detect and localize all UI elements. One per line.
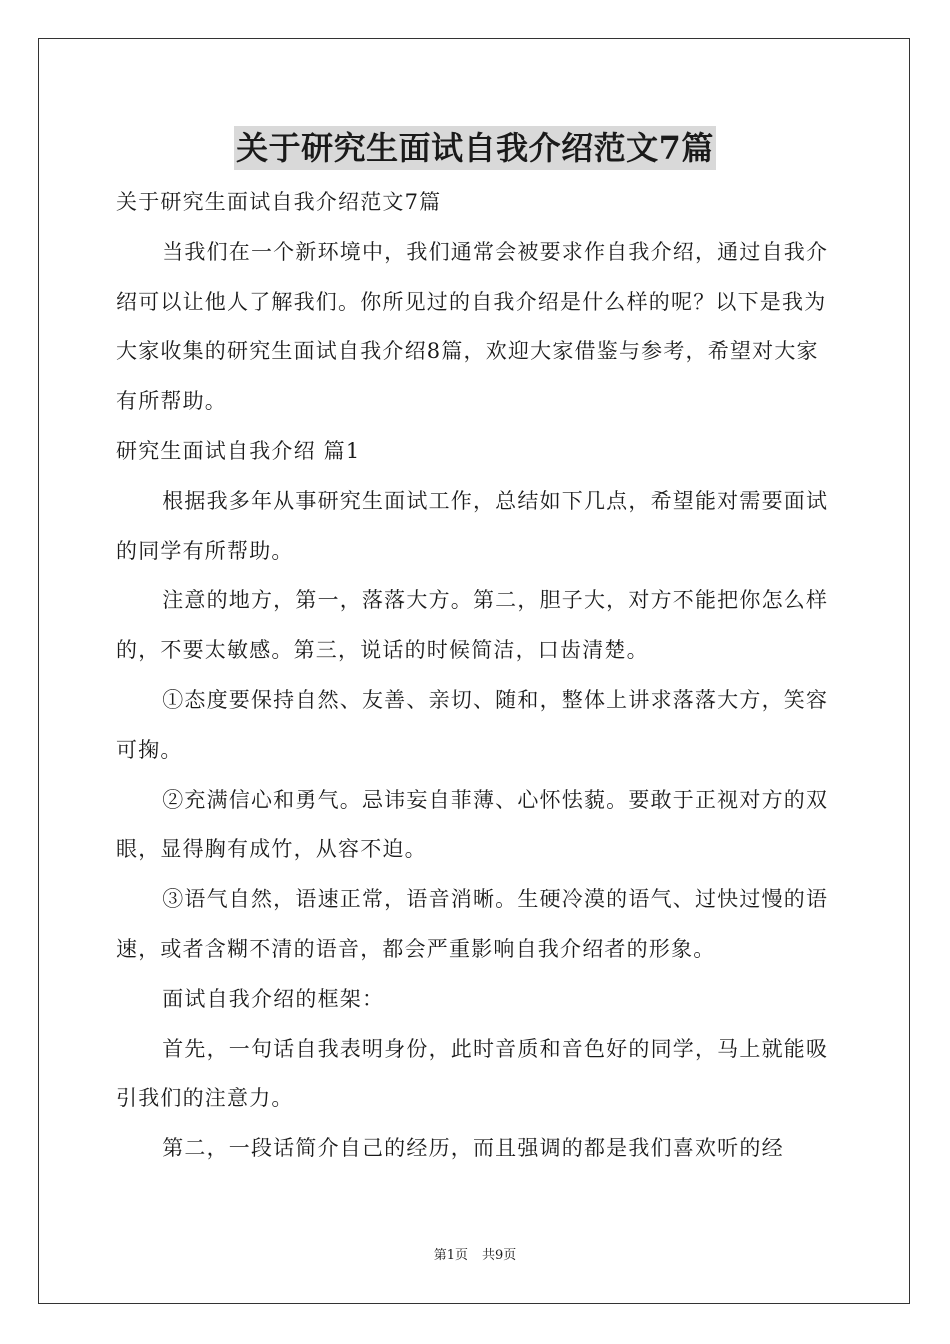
document-title: 关于研究生面试自我介绍范文7篇 (234, 126, 716, 170)
document-body (116, 178, 836, 1174)
paragraph: ②充满信心和勇气。忌讳妄自菲薄、心怀怯藐。要敢于正视对方的双眼，显得胸有成竹，从容不迫。 (116, 787, 829, 862)
paragraph: ③语气自然，语速正常，语音消晰。生硬冷漠的语气、过快过慢的语速，或者含糊不清的语音，都会严重影响自我介绍者的形象。 (116, 887, 829, 961)
paragraph: 第二，一段话简介自己的经历，而且强调的都是我们喜欢听的经 (162, 1136, 784, 1161)
page-number-total: 共9页 (482, 1248, 517, 1263)
page-footer (0, 1246, 950, 1266)
paragraph-intro: 当我们在一个新环境中，我们通常会被要求作自我介绍，通过自我介绍可以让他人了解我们。你所见过的自我介绍是什么样的呢？以下是我为大家收集的研究生面试自我介绍8篇，欢迎大家借鉴与参考，希望对大家有所帮助。 (116, 239, 829, 414)
paragraph: ①态度要保持自然、友善、亲切、随和，整体上讲求落落大方，笑容可掬。 (116, 687, 829, 762)
title-container (0, 126, 950, 170)
document-subtitle: 关于研究生面试自我介绍范文7篇 (116, 190, 442, 214)
page-number-current: 第1页 (433, 1248, 468, 1263)
section-heading: 研究生面试自我介绍 篇1 (116, 438, 361, 463)
paragraph: 根据我多年从事研究生面试工作，总结如下几点，希望能对需要面试的同学有所帮助。 (116, 488, 829, 563)
paragraph: 首先，一句话自我表明身份，此时音质和音色好的同学，马上就能吸引我们的注意力。 (116, 1036, 829, 1111)
paragraph: 注意的地方，第一，落落大方。第二，胆子大，对方不能把你怎么样的，不要太敏感。第三，说话的时候简洁，口齿清楚。 (116, 588, 829, 663)
paragraph: 面试自我介绍的框架： (162, 986, 385, 1011)
